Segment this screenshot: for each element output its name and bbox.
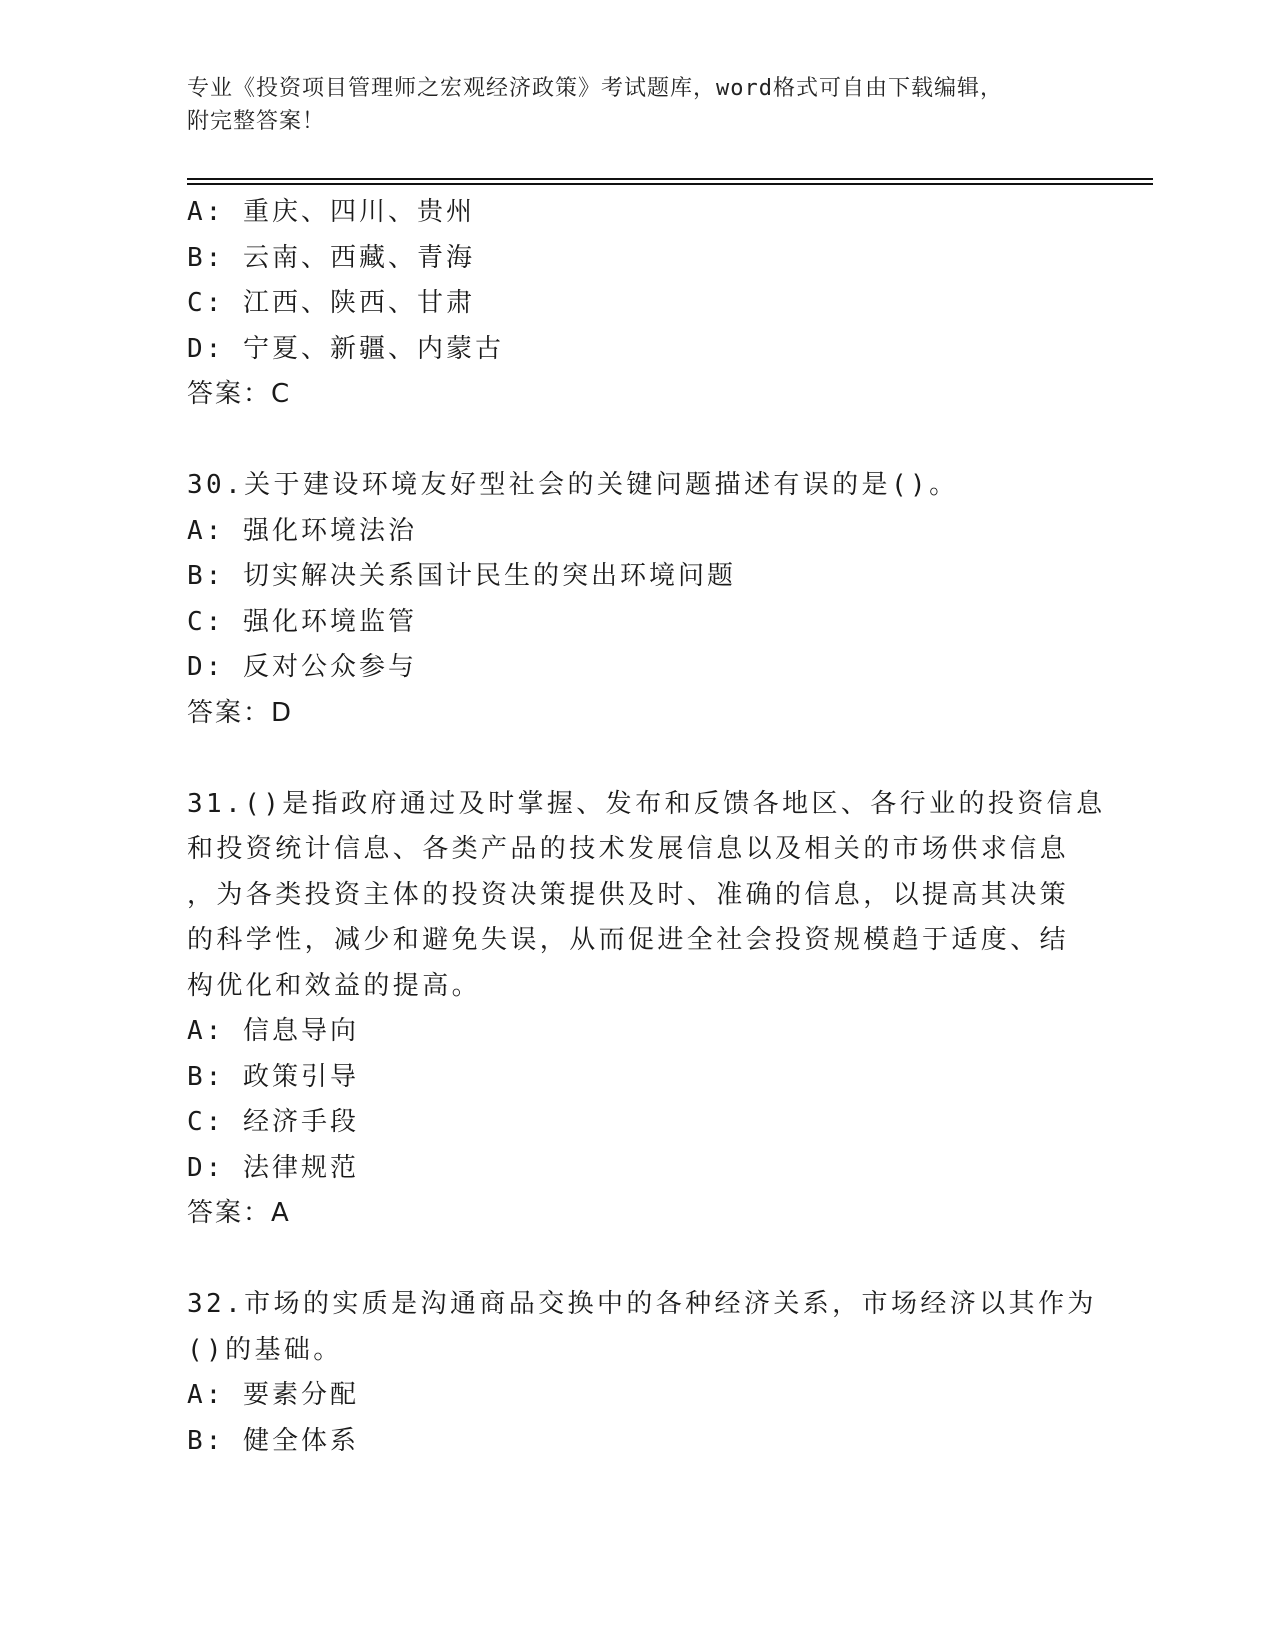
option-c: C: 强化环境监管 <box>187 606 417 637</box>
option-a: A: 信息导向 <box>187 1016 359 1046</box>
question-text: 和投资统计信息、各类产品的技术发展信息以及相关的市场供求信息 <box>187 834 1070 864</box>
option-a: A: 重庆、四川、贵州 <box>187 197 475 227</box>
option-a: A: 强化环境法治 <box>187 515 417 546</box>
option-a: A: 要素分配 <box>187 1380 359 1410</box>
answer-line: 答案：D <box>187 697 294 728</box>
answer-line: 答案：C <box>187 379 292 409</box>
option-b: B: 政策引导 <box>187 1061 359 1092</box>
option-d: D: 宁夏、新疆、内蒙古 <box>187 333 504 364</box>
question-text: 30.关于建设环境友好型社会的关键问题描述有误的是()。 <box>187 470 959 500</box>
question-text: 31.()是指政府通过及时掌握、发布和反馈各地区、各行业的投资信息 <box>187 788 1106 819</box>
question-block-32 <box>187 1282 1097 1464</box>
option-c: C: 经济手段 <box>187 1107 359 1137</box>
question-list <box>187 190 1106 1464</box>
header-divider-top <box>187 178 1153 180</box>
question-block-31 <box>187 782 1106 1237</box>
question-block-29 <box>187 190 1087 418</box>
header-line-2: 附完整答案！ <box>187 109 326 134</box>
option-b: B: 健全体系 <box>187 1425 359 1456</box>
option-b: B: 云南、西藏、青海 <box>187 242 475 273</box>
question-text: ，为各类投资主体的投资决策提供及时、准确的信息，以提高其决策 <box>187 879 1070 910</box>
option-d: D: 反对公众参与 <box>187 652 417 682</box>
document-header <box>187 72 1087 138</box>
question-block-30 <box>187 463 1087 736</box>
option-b: B: 切实解决关系国计民生的突出环境问题 <box>187 561 736 591</box>
question-stem <box>187 782 1106 1010</box>
question-text: 构优化和效益的提高。 <box>187 970 482 1001</box>
question-text: 的科学性，减少和避免失误，从而促进全社会投资规模趋于适度、结 <box>187 925 1070 955</box>
answer-line: 答案：A <box>187 1198 291 1228</box>
header-line-1: 专业《投资项目管理师之宏观经济政策》考试题库，word格式可自由下载编辑， <box>187 76 1003 101</box>
question-text: 32.市场的实质是沟通商品交换中的各种经济关系，市场经济以其作为 <box>187 1289 1097 1319</box>
header-divider-bottom <box>187 183 1153 185</box>
option-c: C: 江西、陕西、甘肃 <box>187 288 475 318</box>
question-stem <box>187 1282 1097 1373</box>
spacer <box>187 736 1087 782</box>
question-stem <box>187 463 1087 509</box>
question-text: ()的基础。 <box>187 1334 343 1365</box>
spacer <box>187 1237 1087 1283</box>
spacer <box>187 418 1087 464</box>
option-d: D: 法律规范 <box>187 1152 359 1183</box>
